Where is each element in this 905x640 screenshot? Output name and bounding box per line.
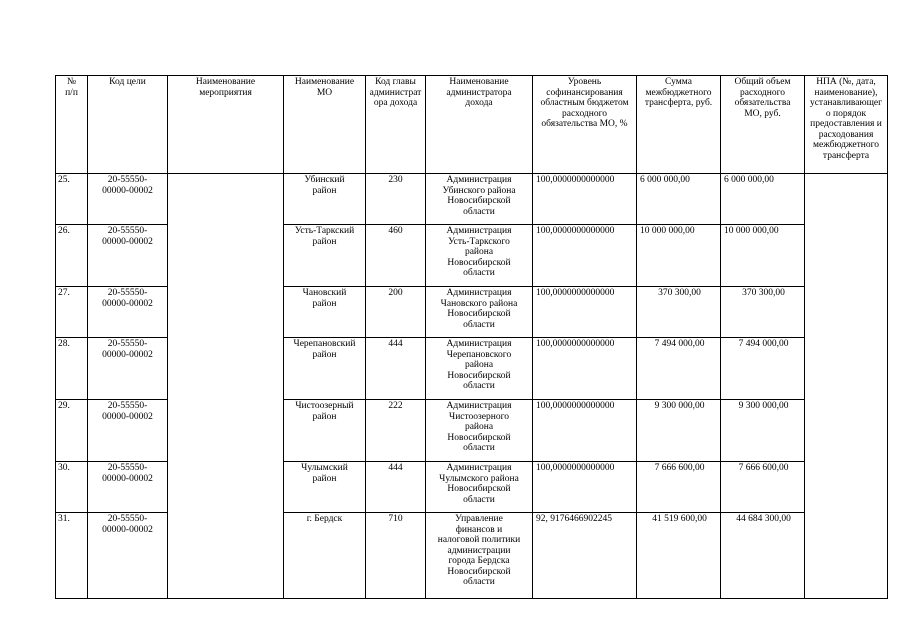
row-code: 20-55550- 00000-00002 bbox=[88, 462, 168, 513]
row-total: 9 300 000,00 bbox=[721, 400, 805, 462]
header-code: Код цели bbox=[88, 76, 168, 174]
row-num: 29. bbox=[56, 400, 88, 462]
row-admin-name: Администрация Чановского района Новосибирской области bbox=[426, 287, 533, 338]
row-total: 370 300,00 bbox=[721, 287, 805, 338]
row-num: 30. bbox=[56, 462, 88, 513]
row-transfer: 9 300 000,00 bbox=[637, 400, 721, 462]
row-total: 6 000 000,00 bbox=[721, 174, 805, 225]
row-mo: Чистоозерный район bbox=[284, 400, 366, 462]
row-num: 26. bbox=[56, 225, 88, 287]
row-code: 20-55550- 00000-00002 bbox=[88, 338, 168, 400]
row-admin-code: 460 bbox=[366, 225, 426, 287]
table-header-row bbox=[56, 76, 888, 174]
header-total: Общий объем расходного обязательства МО, руб. bbox=[721, 76, 805, 174]
row-level: 100,0000000000000 bbox=[533, 462, 637, 513]
row-total: 7 494 000,00 bbox=[721, 338, 805, 400]
row-admin-code: 444 bbox=[366, 462, 426, 513]
row-mo: Убинский район bbox=[284, 174, 366, 225]
row-code: 20-55550- 00000-00002 bbox=[88, 174, 168, 225]
row-level: 100,0000000000000 bbox=[533, 287, 637, 338]
row-admin-name: Администрация Чистоозерного района Новосибирской области bbox=[426, 400, 533, 462]
header-admin-code: Код главы администрат ора дохода bbox=[366, 76, 426, 174]
header-admin-name: Наименование администратора дохода bbox=[426, 76, 533, 174]
header-num: № п/п bbox=[56, 76, 88, 174]
row-num: 27. bbox=[56, 287, 88, 338]
row-mo: Чулымский район bbox=[284, 462, 366, 513]
header-event: Наименование мероприятия bbox=[168, 76, 284, 174]
row-admin-name: Администрация Чулымского района Новосибирской области bbox=[426, 462, 533, 513]
row-num: 25. bbox=[56, 174, 88, 225]
row-level: 92, 9176466902245 bbox=[533, 513, 637, 599]
row-admin-name: Администрация Усть-Таркского района Новосибирской области bbox=[426, 225, 533, 287]
event-cell-merged bbox=[168, 174, 284, 599]
transfers-table bbox=[55, 75, 888, 599]
row-transfer: 7 494 000,00 bbox=[637, 338, 721, 400]
row-mo: г. Бердск bbox=[284, 513, 366, 599]
row-code: 20-55550- 00000-00002 bbox=[88, 400, 168, 462]
header-mo: Наименование МО bbox=[284, 76, 366, 174]
row-admin-code: 444 bbox=[366, 338, 426, 400]
npa-cell-merged bbox=[805, 174, 888, 599]
row-mo: Чановский район bbox=[284, 287, 366, 338]
row-level: 100,0000000000000 bbox=[533, 338, 637, 400]
row-admin-name: Управление финансов и налоговой политики администрации города Бердска Новосибирской области bbox=[426, 513, 533, 599]
row-total: 44 684 300,00 bbox=[721, 513, 805, 599]
row-num: 28. bbox=[56, 338, 88, 400]
table-row bbox=[56, 174, 888, 225]
row-total: 10 000 000,00 bbox=[721, 225, 805, 287]
row-level: 100,0000000000000 bbox=[533, 225, 637, 287]
row-code: 20-55550- 00000-00002 bbox=[88, 225, 168, 287]
row-code: 20-55550- 00000-00002 bbox=[88, 513, 168, 599]
row-transfer: 41 519 600,00 bbox=[637, 513, 721, 599]
row-admin-code: 200 bbox=[366, 287, 426, 338]
row-num: 31. bbox=[56, 513, 88, 599]
row-admin-code: 222 bbox=[366, 400, 426, 462]
row-admin-name: Администрация Убинского района Новосибирской области bbox=[426, 174, 533, 225]
header-npa: НПА (№, дата, наименование), устанавливающег о порядок предоставления и расходования межбюджетного трансферта bbox=[805, 76, 888, 174]
row-transfer: 6 000 000,00 bbox=[637, 174, 721, 225]
header-level: Уровень софинансирования областным бюджетом расходного обязательства МО, % bbox=[533, 76, 637, 174]
row-admin-code: 230 bbox=[366, 174, 426, 225]
row-admin-name: Администрация Черепановского района Новосибирской области bbox=[426, 338, 533, 400]
row-mo: Черепановский район bbox=[284, 338, 366, 400]
row-level: 100,0000000000000 bbox=[533, 400, 637, 462]
header-transfer: Сумма межбюджетного трансферта, руб. bbox=[637, 76, 721, 174]
row-level: 100,0000000000000 bbox=[533, 174, 637, 225]
row-code: 20-55550- 00000-00002 bbox=[88, 287, 168, 338]
row-transfer: 370 300,00 bbox=[637, 287, 721, 338]
row-total: 7 666 600,00 bbox=[721, 462, 805, 513]
row-transfer: 7 666 600,00 bbox=[637, 462, 721, 513]
row-admin-code: 710 bbox=[366, 513, 426, 599]
row-mo: Усть-Таркский район bbox=[284, 225, 366, 287]
row-transfer: 10 000 000,00 bbox=[637, 225, 721, 287]
